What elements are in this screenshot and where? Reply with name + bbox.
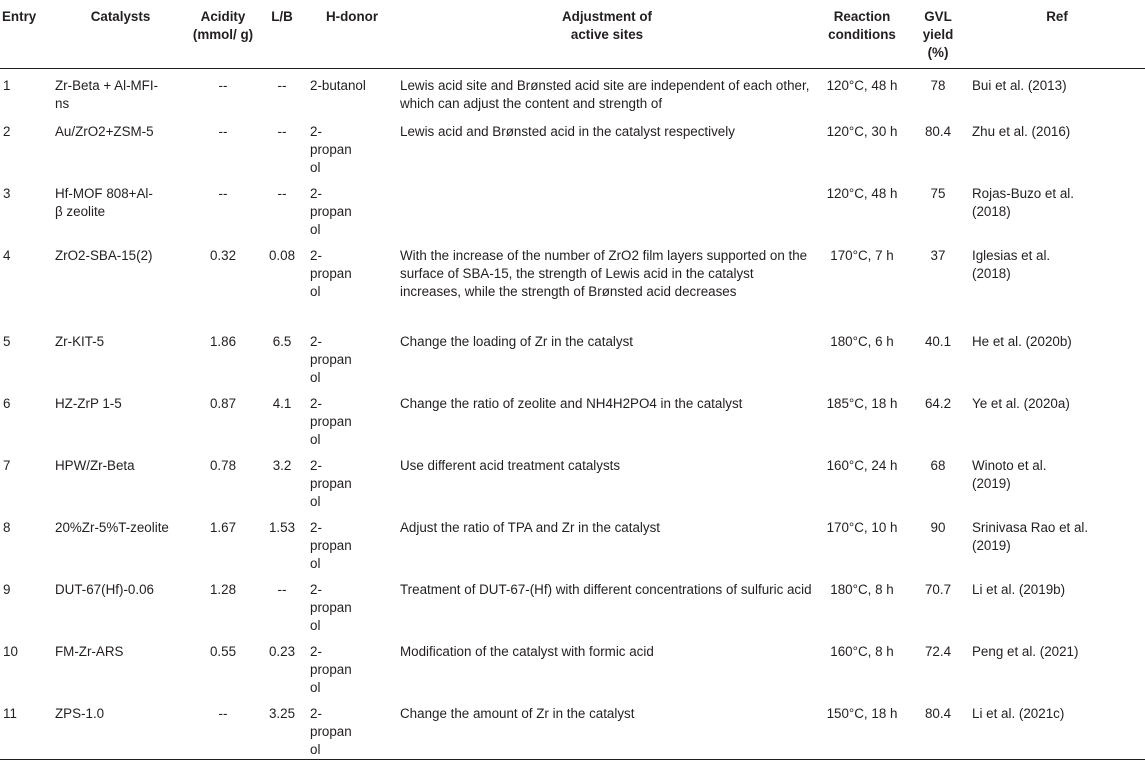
cell-gvl: 80.4: [924, 123, 952, 139]
col-header-ref: Ref: [1046, 9, 1068, 24]
cell-entry: 10: [3, 643, 18, 659]
cell-adjustment: Modification of the catalyst with formic acid: [400, 643, 654, 659]
cell-acidity: 0.32: [209, 247, 237, 263]
cell-gvl: 80.4: [924, 705, 952, 721]
table-row: [0, 68, 1145, 115]
cell-catalyst: HPW/Zr-Beta: [55, 457, 135, 473]
col-header-adjustment: Adjustment of active sites: [561, 9, 652, 42]
cell-hdonor: 2-propanol: [310, 395, 352, 447]
cell-entry: 9: [3, 581, 11, 597]
adjustment-text: Lewis acid site and Brønsted acid site are independent of each other, which can adjust the content and strength of: [400, 77, 810, 111]
cell-hdonor: 2-propanol: [310, 705, 352, 757]
cell-hdonor: 2-butanol: [310, 77, 366, 93]
cell-acidity: 1.86: [209, 333, 237, 349]
cell-gvl: 90: [930, 519, 946, 535]
cell-gvl: 72.4: [924, 643, 952, 659]
cell-adjustment: Change the ratio of zeolite and NH4H2PO4 in the catalyst: [400, 395, 743, 411]
cell-lb: 6.5: [272, 333, 292, 349]
cell-gvl: 78: [930, 77, 946, 93]
cell-lb: --: [277, 581, 287, 597]
cell-entry: 5: [3, 333, 11, 349]
col-header-gvl: GVL yield (%): [922, 9, 954, 60]
cell-entry: 2: [3, 123, 11, 139]
cell-entry: 7: [3, 457, 11, 473]
cell-lb: --: [277, 123, 287, 139]
cell-hdonor: 2-propanol: [310, 519, 352, 571]
cell-lb: 0.08: [268, 247, 296, 263]
cell-adjustment: With the increase of the number of ZrO2 film layers supported on the surface of SBA-15, the strength of Lewis acid in the catalyst increases, while the strength of Brønsted acid decreases: [400, 247, 808, 299]
cell-ref: Peng et al. (2021): [972, 643, 1079, 659]
cell-hdonor: 2-propanol: [310, 581, 352, 633]
cell-gvl: 37: [930, 247, 946, 263]
cell-hdonor: 2-propanol: [310, 643, 352, 695]
cell-catalyst: ZrO2-SBA-15(2): [55, 247, 153, 263]
cell-ref: Rojas-Buzo et al. (2018): [972, 185, 1074, 219]
cell-catalyst: DUT-67(Hf)-0.06: [55, 581, 154, 597]
table-row: [0, 573, 1145, 635]
catalyst-table: [0, 6, 1145, 760]
cell-catalyst: Zr-KIT-5: [55, 333, 105, 349]
table-row: [0, 239, 1145, 325]
cell-ref: He et al. (2020b): [972, 333, 1072, 349]
cell-catalyst: Hf-MOF 808+Al-β zeolite: [55, 185, 153, 219]
cell-entry: 11: [3, 705, 17, 721]
table-row: [0, 635, 1145, 697]
cell-acidity: --: [218, 77, 228, 93]
cell-acidity: 0.55: [209, 643, 237, 659]
cell-ref: Li et al. (2019b): [972, 581, 1066, 597]
cell-conditions: 170°C, 10 h: [826, 519, 898, 535]
table-row: [0, 697, 1145, 760]
cell-adjustment: Change the loading of Zr in the catalyst: [400, 333, 633, 349]
cell-adjustment: Adjust the ratio of TPA and Zr in the catalyst: [400, 519, 661, 535]
cell-ref: Srinivasa Rao et al. (2019): [972, 519, 1089, 553]
header-row: [0, 6, 1145, 68]
cell-lb: 0.23: [268, 643, 296, 659]
cell-acidity: --: [218, 705, 228, 721]
cell-catalyst: ZPS-1.0: [55, 705, 105, 721]
cell-conditions: 180°C, 8 h: [830, 581, 894, 597]
col-header-catalysts: Catalysts: [90, 9, 151, 24]
cell-acidity: 1.67: [209, 519, 237, 535]
cell-conditions: 120°C, 48 h: [826, 77, 898, 93]
cell-lb: --: [277, 185, 287, 201]
cell-conditions: 170°C, 7 h: [830, 247, 894, 263]
cell-acidity: 0.78: [209, 457, 237, 473]
cell-lb: 1.53: [268, 519, 296, 535]
cell-acidity: 1.28: [209, 581, 237, 597]
table-row: [0, 325, 1145, 387]
cell-entry: 4: [3, 247, 11, 263]
table-row: [0, 387, 1145, 449]
cell-adjustment: Use different acid treatment catalysts: [400, 457, 621, 473]
cell-gvl: 75: [930, 185, 946, 201]
cell-ref: Ye et al. (2020a): [972, 395, 1070, 411]
table-row: [0, 177, 1145, 239]
cell-gvl: 40.1: [924, 333, 952, 349]
cell-adjustment: Treatment of DUT-67-(Hf) with different concentrations of sulfuric acid: [400, 581, 812, 597]
cell-adjustment: Change the amount of Zr in the catalyst: [400, 705, 635, 721]
cell-lb: 3.2: [272, 457, 292, 473]
cell-adjustment: [397, 177, 817, 239]
cell-ref: Winoto et al. (2019): [972, 457, 1047, 491]
col-header-hdonor: H-donor: [325, 9, 379, 24]
cell-conditions: 160°C, 24 h: [826, 457, 898, 473]
col-header-conditions: Reaction conditions: [828, 9, 896, 42]
cell-ref: Iglesias et al. (2018): [972, 247, 1051, 281]
cell-gvl: 64.2: [924, 395, 952, 411]
cell-entry: 8: [3, 519, 11, 535]
cell-hdonor: 2-propanol: [310, 457, 352, 509]
cell-lb: 4.1: [272, 395, 292, 411]
cell-ref: Zhu et al. (2016): [972, 123, 1071, 139]
cell-ref: Li et al. (2021c): [972, 705, 1065, 721]
cell-conditions: 150°C, 18 h: [826, 705, 898, 721]
table-row: [0, 511, 1145, 573]
cell-catalyst: Au/ZrO2+ZSM-5: [55, 123, 154, 139]
cell-entry: 1: [3, 77, 11, 93]
col-header-entry: Entry: [2, 9, 37, 24]
cell-catalyst: HZ-ZrP 1-5: [55, 395, 122, 411]
cell-catalyst: 20%Zr-5%T-zeolite: [55, 519, 169, 535]
table-row: [0, 115, 1145, 177]
cell-hdonor: 2-propanol: [310, 123, 352, 175]
cell-conditions: 120°C, 48 h: [826, 185, 898, 201]
cell-entry: 6: [3, 395, 11, 411]
cell-hdonor: 2-propanol: [310, 185, 352, 237]
cell-ref: Bui et al. (2013): [972, 77, 1067, 93]
table-row: [0, 449, 1145, 511]
cell-catalyst: FM-Zr-ARS: [55, 643, 124, 659]
cell-conditions: 160°C, 8 h: [830, 643, 894, 659]
cell-gvl: 68: [930, 457, 946, 473]
cell-conditions: 180°C, 6 h: [830, 333, 894, 349]
col-header-acidity: Acidity (mmol/ g): [192, 9, 254, 42]
cell-gvl: 70.7: [924, 581, 952, 597]
cell-lb: --: [277, 77, 287, 93]
cell-conditions: 120°C, 30 h: [826, 123, 898, 139]
cell-adjustment: [397, 68, 817, 115]
cell-acidity: 0.87: [209, 395, 237, 411]
cell-hdonor: 2-propanol: [310, 333, 352, 385]
cell-catalyst: Zr-Beta + Al-MFI-ns: [55, 77, 159, 111]
cell-acidity: --: [218, 185, 228, 201]
cell-hdonor: 2-propanol: [310, 247, 352, 299]
cell-acidity: --: [218, 123, 228, 139]
col-header-lb: L/B: [271, 9, 293, 24]
cell-adjustment: Lewis acid and Brønsted acid in the catalyst respectively: [400, 123, 735, 139]
cell-conditions: 185°C, 18 h: [826, 395, 898, 411]
cell-lb: 3.25: [268, 705, 296, 721]
cell-entry: 3: [3, 185, 11, 201]
